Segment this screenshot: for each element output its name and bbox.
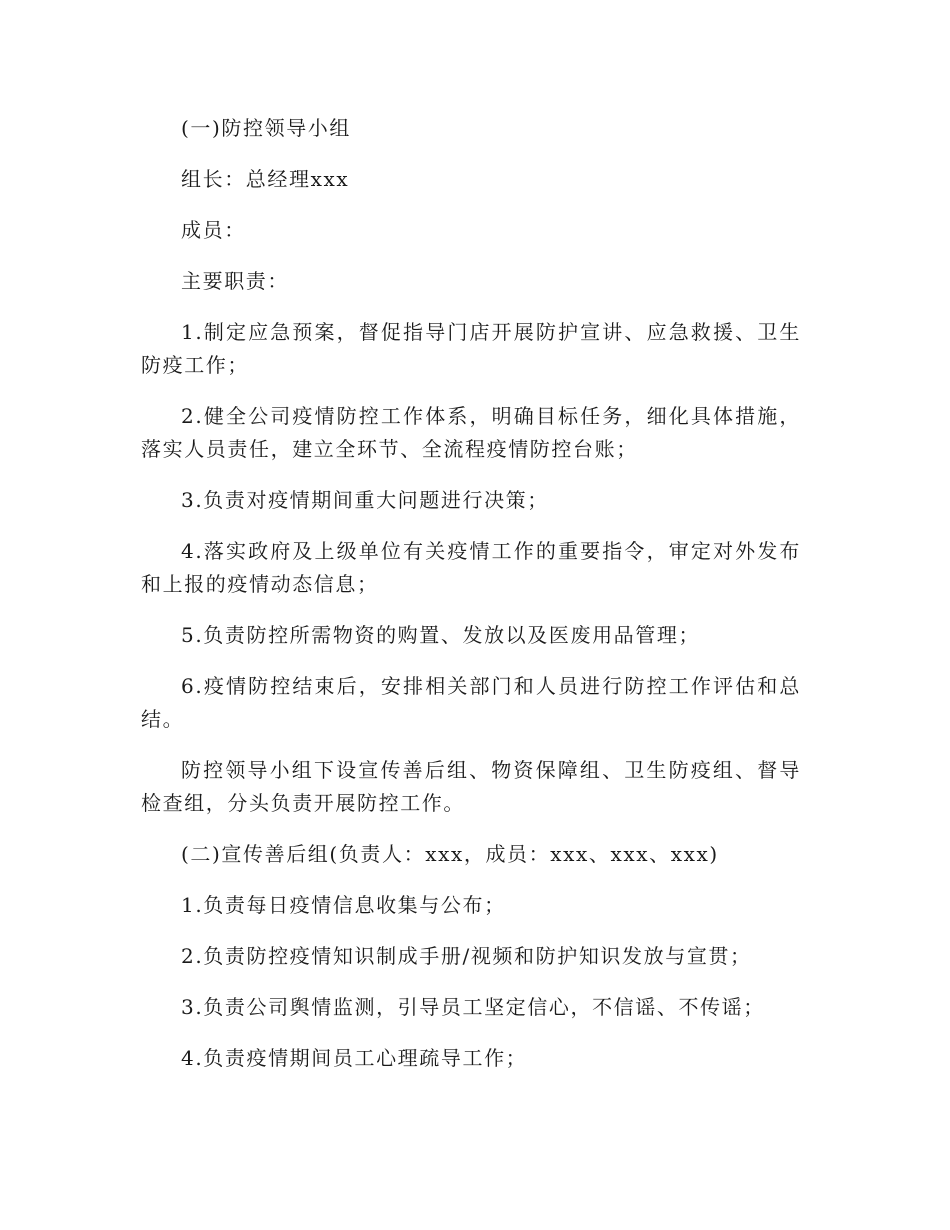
- group-leader-line: 组长：总经理xxx: [181, 167, 350, 191]
- duty-item-3: 3.负责对疫情期间重大问题进行决策；: [181, 488, 549, 512]
- section-heading-leadership-group: (一)防控领导小组: [181, 116, 352, 140]
- duty-item-4: 4.落实政府及上级单位有关疫情工作的重要指令，审定对外发布和上报的疫情动态信息；: [141, 539, 801, 596]
- subgroups-paragraph: 防控领导小组下设宣传善后组、物资保障组、卫生防疫组、督导检查组，分头负责开展防控工作。: [141, 758, 801, 815]
- publicity-item-3: 3.负责公司舆情监测，引导员工坚定信心，不信谣、不传谣；: [181, 995, 765, 1019]
- members-line: 成员：: [181, 218, 246, 242]
- duty-item-6: 6.疫情防控结束后，安排相关部门和人员进行防控工作评估和总结。: [141, 674, 801, 731]
- duty-item-5: 5.负责防控所需物资的购置、发放以及医废用品管理；: [181, 623, 701, 647]
- publicity-item-1: 1.负责每日疫情信息收集与公布；: [181, 893, 506, 917]
- main-duties-heading: 主要职责：: [181, 269, 289, 293]
- publicity-item-4: 4.负责疫情期间员工心理疏导工作；: [181, 1046, 528, 1070]
- publicity-item-2: 2.负责防控疫情知识制成手册/视频和防护知识发放与宣贯；: [181, 944, 752, 968]
- document-body: [141, 112, 801, 1093]
- duty-item-1: 1.制定应急预案，督促指导门店开展防护宣讲、应急救援、卫生防疫工作；: [141, 320, 801, 377]
- section-heading-publicity-group: (二)宣传善后组(负责人：xxx，成员：xxx、xxx、xxx): [181, 842, 719, 866]
- duty-item-2: 2.健全公司疫情防控工作体系，明确目标任务，细化具体措施，落实人员责任，建立全环节、全流程疫情防控台账；: [141, 404, 801, 461]
